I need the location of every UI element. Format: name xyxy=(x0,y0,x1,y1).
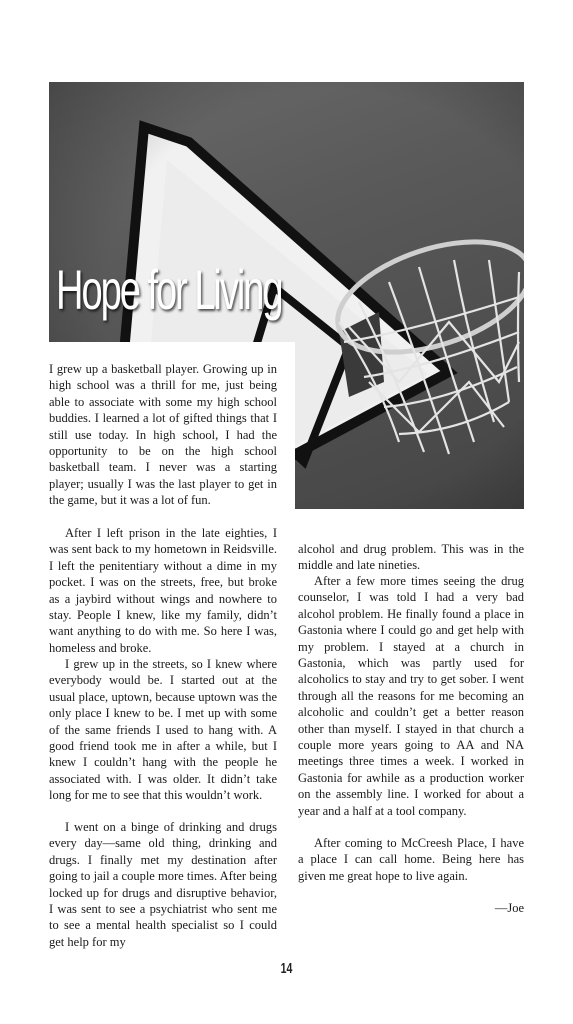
paragraph-7: After coming to McCreesh Place, I have a place I can call home. Being here has given me great hope to live again. xyxy=(298,836,524,883)
paragraph-3: I grew up in the streets, so I knew where everybody would be. I started out at the usual place, uptown, because uptown was the only place I knew to be. I met up with some of the same friends I used to hang with. A good friend took me in after a while, but I knew I couldn’t hang with the people he associated with. I was older. It didn’t take long for me to see that this wouldn’t work. xyxy=(49,657,277,803)
signature: —Joe xyxy=(494,901,524,915)
paragraph-6: After a few more times seeing the drug counselor, I was told I had a very bad alcohol problem. He finally found a place in Gastonia where I could go and get help with my problem. I stayed at a church in Gastonia, which was partly used for alcoholics to stay and try to get sober. I went through all the reasons for me becoming an alcoholic and couldn’t get a better reason other than myself. I stayed in that church a couple more years going to AA and NA meetings three times a week. I worked in Gastonia for awhile as a production worker on the assembly line. I worked for about a year and a half at a tool company. xyxy=(298,574,524,818)
article-title: Hope for Living xyxy=(56,258,282,321)
paragraph-4: I went on a binge of drinking and drugs every day—same old thing, drinking and drugs. I finally met my destination after going to jail a couple more times. After being locked up for drugs and disruptive behavior, I was sent to see a psychiatrist who sent me to see a mental health specialist so I could get help for my xyxy=(49,820,277,949)
paragraph-2: After I left prison in the late eighties, I was sent back to my hometown in Reidsville. I left the penitentiary without a dime in my pocket. I was on the streets, free, but broke as a jaybird without wings and nowhere to stay. People I knew, like my family, didn’t want anything to do with me. So here I was, homeless and broke. xyxy=(49,526,277,655)
paragraph-5: alcohol and drug problem. This was in the middle and late nineties. xyxy=(298,542,524,573)
paragraph-1: I grew up a basketball player. Growing up in high school was a thrill for me, just being able to associate with some my high school buddies. I learned a lot of gifted things that I still use today. In high school, I had the opportunity to be on the high school basketball team. I never was a starting player; usually I was the last player to get in the game, but it was a lot of fun. xyxy=(49,362,277,508)
page-number: 14 xyxy=(280,960,293,977)
